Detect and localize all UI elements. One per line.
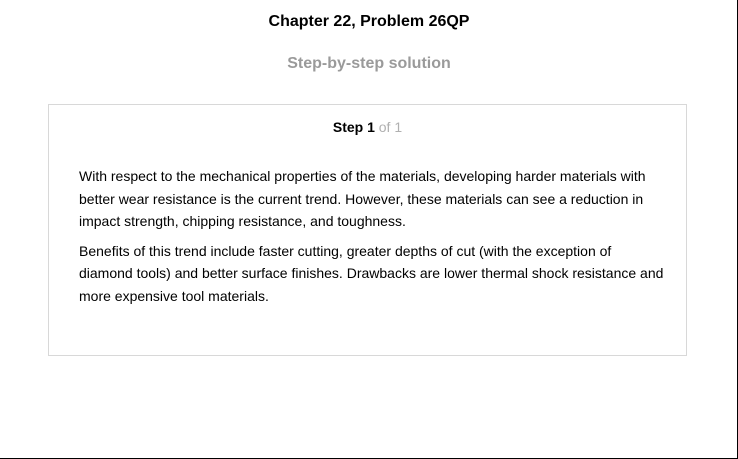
step-header	[49, 119, 686, 135]
step-count: of 1	[378, 119, 403, 135]
step-card	[48, 104, 687, 356]
step-paragraph: Benefits of this trend include faster cutting, greater depths of cut (with the exception of diamond tools) and better surface finishes. Drawbacks are lower thermal shock resistance and more expensive tool materials.	[79, 242, 664, 304]
step-body	[79, 165, 664, 314]
step-paragraph: With respect to the mechanical properties of the materials, developing harder materials with better wear resistance is the current trend. However, these materials can see a reduction in impact strength, chipping resistance, and toughness.	[79, 168, 646, 229]
step-label: Step 1	[332, 119, 375, 135]
solution-subtitle: Step-by-step solution	[287, 55, 451, 72]
page-title: Chapter 22, Problem 26QP	[268, 13, 470, 30]
